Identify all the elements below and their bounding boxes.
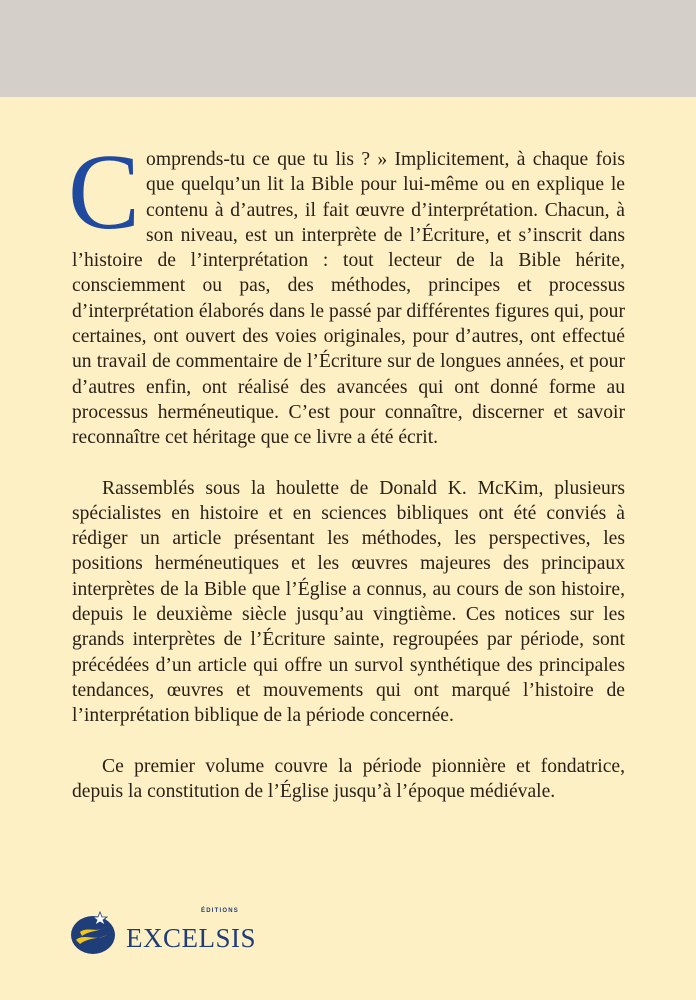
logo-editions-label: ÉDITIONS — [201, 908, 239, 914]
back-cover-text — [68, 133, 625, 829]
paragraph-2: Rassemblés sous la houlette de Donald K. McKim, plusieurs spécialistes en histoire et en sciences bibliques ont été conviés à rédiger un article présentant les méthodes, les perspectives, les positions herméneutiques et les œuvres majeures des principaux interprètes de la Bible que l’Église a connus, au cours de son histoire, depuis le deuxième siècle jusqu’au vingtième. Ces notices sur les grands interprètes de l’Écriture sainte, regroupées par période, sont précédées d’un article qui offre un survol synthétique des principales tendances, œuvres et mouvements qui ont marqué l’histoire de l’interprétation biblique de la période concernée. — [72, 477, 625, 727]
paragraph-1 — [68, 133, 625, 451]
excelsis-swirl-star-icon — [70, 910, 116, 956]
drop-cap: C — [68, 133, 141, 252]
logo-name: EXCELSIS — [126, 923, 257, 953]
paragraph-3: Ce premier volume couvre la période pionnière et fondatrice, depuis la constitution de l’Église jusqu’à l’époque médiévale. — [72, 755, 625, 802]
top-gray-band — [0, 0, 696, 97]
paragraph-1-text: omprends-tu ce que tu lis ? » Implicitement, à chaque fois que quelqu’un lit la Bible pour lui-même ou en explique le contenu à d’autres, il fait œuvre d’interprétation. Chacun, à son niveau, est un interprète de l’Écriture, et s’inscrit dans l’histoire de l’interprétation : tout lecteur de la Bible hérite, consciemment ou pas, des méthodes, principes et processus d’interprétation élaborés dans le passé par différentes figures qui, pour certaines, ont ouvert des voies originales, pour d’autres, ont effectué un travail de commentaire de l’Écriture sur de longues années, et pour d’autres enfin, ont réalisé des avancées qui ont donné forme au processus herméneutique. C’est pour connaître, discerner et savoir reconnaître cet héritage que ce livre a été écrit. — [72, 149, 625, 449]
publisher-logo — [70, 908, 270, 956]
